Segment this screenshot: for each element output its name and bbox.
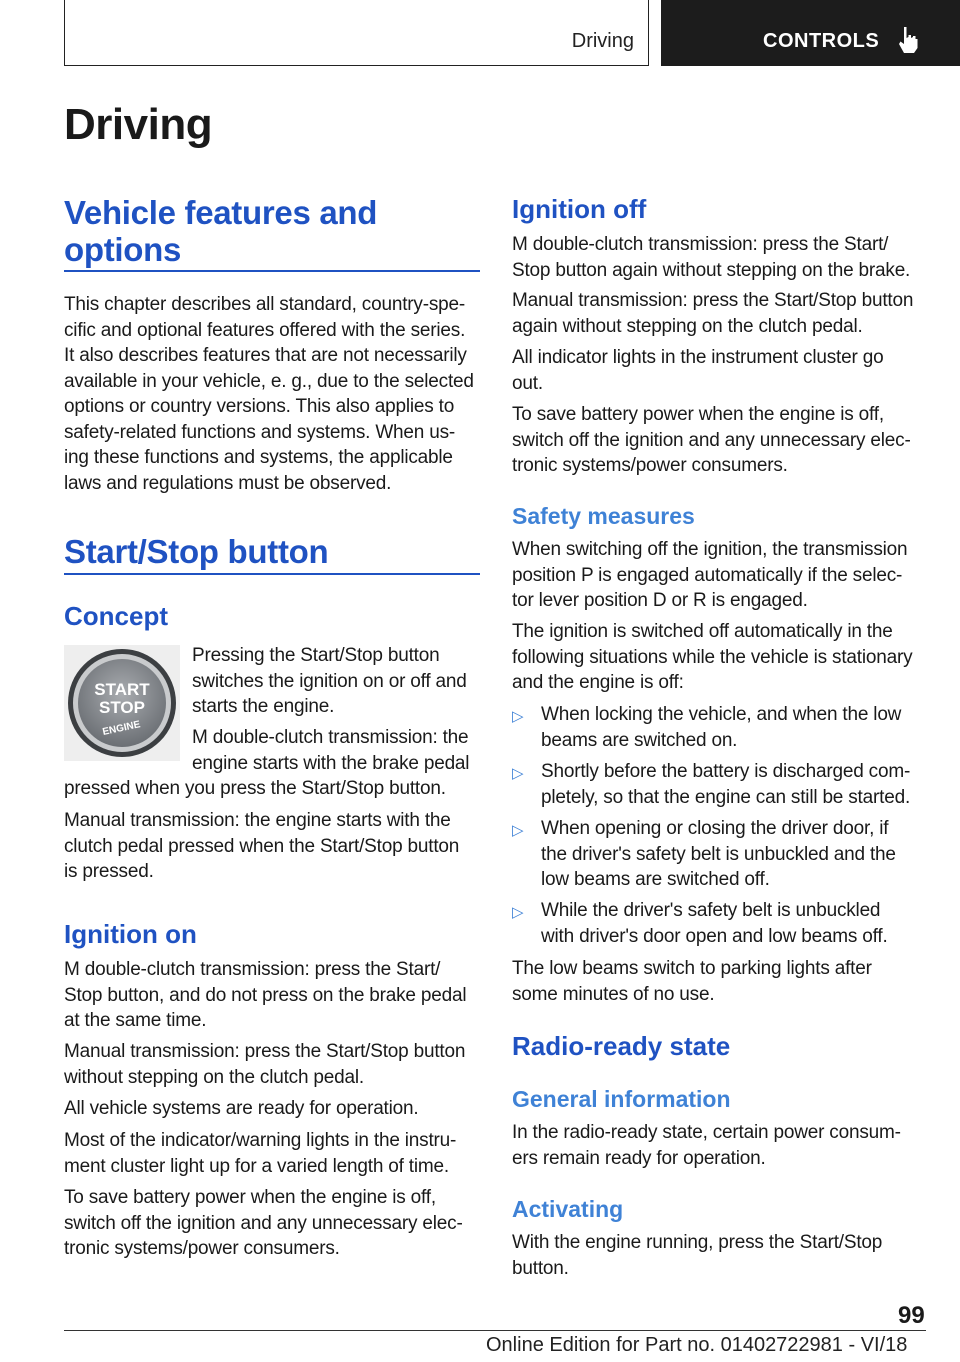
concept-paragraph-2b: [64, 776, 484, 802]
section-rule: [64, 573, 480, 575]
text-line: In the radio-ready state, certain power consum-: [512, 1122, 901, 1143]
list-item: [512, 759, 932, 810]
text-line: some minutes of no use.: [512, 983, 715, 1005]
general-paragraph: [512, 1120, 932, 1171]
text-line: tronic systems/power consumers.: [512, 455, 788, 476]
ignition-off-paragraph-3: [512, 345, 932, 396]
text-line: following situations while the vehicle is stationary: [512, 646, 913, 668]
text-line: is pressed.: [64, 861, 154, 882]
text-line: engine starts with the brake pedal: [192, 752, 470, 774]
text-line: without stepping on the clutch pedal.: [64, 1066, 364, 1088]
text-line: the driver's safety belt is unbuckled and the: [541, 843, 896, 865]
text-line: When switching off the ignition, the transmission: [512, 539, 908, 560]
header-section-box: [64, 0, 649, 66]
list-item: [512, 816, 932, 893]
heading-radio-ready-state: Radio-ready state: [512, 1031, 731, 1061]
ignition-on-paragraph-1: [64, 957, 484, 1034]
safety-paragraph-2: [512, 619, 932, 696]
button-label-stop: STOP: [99, 698, 145, 717]
text-line: tor lever position D or R is engaged.: [512, 590, 808, 611]
text-line: M double-clutch transmission: press the Start/: [512, 234, 889, 255]
button-label-start: START: [94, 680, 150, 699]
text-line: safety-related functions and systems. When us-: [64, 421, 456, 443]
text-line: The ignition is switched off automatically in the: [512, 621, 893, 642]
text-line: out.: [512, 372, 543, 394]
ignition-off-paragraph-2: [512, 288, 932, 339]
text-line: position P is engaged automatically if the selec-: [512, 564, 903, 586]
text-line: again without stepping on the clutch pedal.: [512, 315, 863, 337]
text-line: pressed when you press the Start/Stop button.: [64, 778, 446, 799]
ignition-on-paragraph-2: [64, 1039, 484, 1090]
text-line: with driver's door open and low beams off.: [541, 925, 888, 947]
text-line: Stop button, and do not press on the brake pedal: [64, 984, 467, 1006]
heading-general-information: General information: [512, 1086, 731, 1112]
footer-rule: [64, 1330, 926, 1331]
text-line: Shortly before the battery is discharged com-: [541, 761, 911, 782]
text-line: M double-clutch transmission: press the Start/: [64, 959, 441, 980]
text-line: M double-clutch transmission: the: [192, 727, 469, 748]
text-line: Stop button again without stepping on the brake.: [512, 259, 911, 281]
text-line: and the engine is off:: [512, 672, 684, 693]
text-line: button.: [512, 1257, 569, 1279]
text-line: Manual transmission: the engine starts with the: [64, 810, 451, 831]
safety-paragraph-3: [512, 956, 932, 1007]
text-line: All vehicle systems are ready for operation.: [64, 1098, 419, 1119]
heading-concept: Concept: [64, 601, 168, 631]
text-line: ing these functions and systems, the applicable: [64, 447, 453, 468]
concept-paragraph-1: [192, 643, 482, 720]
text-line: laws and regulations must be observed.: [64, 472, 392, 494]
heading-activating: Activating: [512, 1196, 624, 1222]
text-line: tronic systems/power consumers.: [64, 1238, 340, 1259]
heading-line: options: [64, 231, 182, 268]
page-title: Driving: [64, 100, 213, 149]
text-line: low beams are switched off.: [541, 869, 770, 890]
triangle-bullet-icon: ▷: [512, 904, 524, 921]
ignition-off-paragraph-4: [512, 402, 932, 479]
triangle-bullet-icon: ▷: [512, 765, 524, 782]
text-line: Pressing the Start/Stop button: [192, 645, 440, 666]
text-line: pletely, so that the engine can still be started.: [541, 786, 911, 808]
concept-paragraph-2a: [192, 725, 482, 776]
text-line: ers remain ready for operation.: [512, 1147, 766, 1169]
text-line: To save battery power when the engine is off,: [64, 1187, 436, 1208]
text-line: When locking the vehicle, and when the low: [541, 704, 902, 725]
ignition-on-paragraph-3: [64, 1096, 484, 1122]
triangle-bullet-icon: ▷: [512, 822, 524, 839]
text-line: switch off the ignition and any unnecessary elec-: [512, 429, 911, 451]
features-paragraph: [64, 292, 484, 496]
list-item: [512, 702, 932, 753]
text-line: cific and optional features offered with the series.: [64, 319, 466, 341]
text-line: at the same time.: [64, 1010, 207, 1031]
concept-paragraph-3: [64, 808, 484, 885]
text-line: While the driver's safety belt is unbuckled: [541, 900, 881, 921]
header-chapter-box: [661, 0, 960, 66]
pointing-hand-icon: [897, 26, 919, 54]
text-line: available in your vehicle, e. g., due to the selected: [64, 370, 474, 392]
text-line: With the engine running, press the Start/Stop: [512, 1232, 883, 1253]
heading-line: Vehicle features and: [64, 194, 378, 231]
text-line: When opening or closing the driver door, if: [541, 818, 889, 839]
heading-safety-measures: Safety measures: [512, 503, 695, 529]
text-line: Manual transmission: press the Start/Stop button: [512, 290, 914, 311]
ignition-off-paragraph-1: [512, 232, 932, 283]
text-line: To save battery power when the engine is off,: [512, 404, 884, 425]
triangle-bullet-icon: ▷: [512, 708, 524, 725]
text-line: All indicator lights in the instrument cluster go: [512, 347, 884, 368]
heading-start-stop-button: Start/Stop button: [64, 533, 329, 570]
text-line: The low beams switch to parking lights after: [512, 958, 872, 979]
ignition-on-paragraph-4: [64, 1128, 484, 1179]
text-line: beams are switched on.: [541, 729, 738, 751]
section-rule: [64, 270, 480, 272]
text-line: options or country versions. This also applies to: [64, 396, 455, 417]
footer-edition-text: Online Edition for Part no. 01402722981 - VI/18: [486, 1334, 908, 1356]
text-line: switch off the ignition and any unnecessary elec-: [64, 1212, 463, 1234]
text-line: clutch pedal pressed when the Start/Stop button: [64, 835, 460, 857]
ignition-on-paragraph-5: [64, 1185, 484, 1262]
text-line: Most of the indicator/warning lights in the instru-: [64, 1130, 457, 1151]
header-section-title: Driving: [571, 30, 634, 52]
start-stop-button-image: [64, 645, 180, 761]
activating-paragraph: [512, 1230, 932, 1281]
text-line: switches the ignition on or off and: [192, 670, 467, 692]
heading-ignition-off: Ignition off: [512, 194, 647, 224]
heading-ignition-on: Ignition on: [64, 919, 197, 949]
list-item: [512, 898, 932, 949]
text-line: starts the engine.: [192, 696, 335, 717]
button-label-engine: ENGINE: [101, 719, 142, 738]
text-line: This chapter describes all standard, country-spe-: [64, 294, 466, 315]
safety-paragraph-1: [512, 537, 932, 614]
text-line: Manual transmission: press the Start/Stop button: [64, 1041, 466, 1062]
start-stop-button-icon: [64, 645, 180, 761]
heading-vehicle-features: [64, 194, 377, 268]
text-line: ment cluster light up for a varied length of time.: [64, 1155, 449, 1177]
text-line: It also describes features that are not necessarily: [64, 345, 467, 366]
header-chapter-title: CONTROLS: [763, 30, 880, 52]
page-number: 99: [898, 1302, 925, 1329]
